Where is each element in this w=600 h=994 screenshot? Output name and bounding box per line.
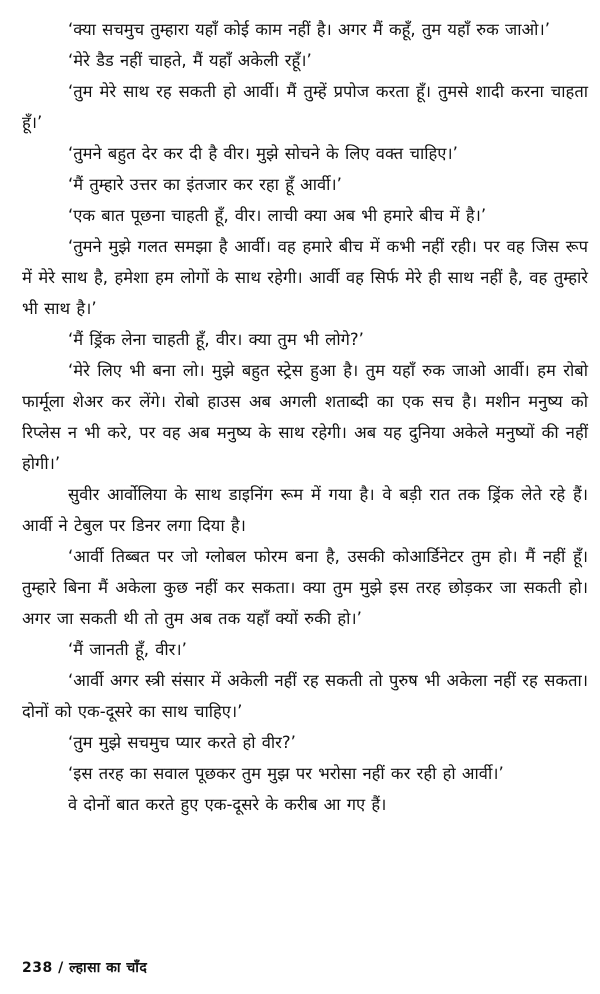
paragraph-16: वे दोनों बात करते हुए एक-दूसरे के करीब आ गए हैं। <box>68 795 387 814</box>
paragraph-12: ‘मैं जानती हूँ, वीर।’ <box>68 640 187 659</box>
paragraph-8: ‘मैं ड्रिंक लेना चाहती हूँ, वीर। क्या तुम भी लोगे?’ <box>68 330 364 349</box>
page-body <box>22 14 588 820</box>
paragraph-1: ‘क्या सचमुच तुम्हारा यहाँ कोई काम नहीं है। अगर मैं कहूँ, तुम यहाँ रुक जाओ।’ <box>68 20 550 39</box>
paragraph-13: ‘आर्वी अगर स्त्री संसार में अकेली नहीं रह सकती तो पुरुष भी अकेला नहीं रह सकता। दोनों को एक-दूसरे का साथ चाहिए।’ <box>22 671 588 721</box>
paragraph-5: ‘मैं तुम्हारे उत्तर का इंतजार कर रहा हूँ आर्वी।’ <box>68 175 342 194</box>
paragraph-4: ‘तुमने बहुत देर कर दी है वीर। मुझे सोचने के लिए वक्त चाहिए।’ <box>68 144 458 163</box>
paragraph-11: ‘आर्वी तिब्बत पर जो ग्लोबल फोरम बना है, उसकी कोआर्डिनेटर तुम हो। मैं नहीं हूँ। तुम्हारे बिना मैं अकेला कुछ नहीं कर सकता। क्या तुम मुझे इस तरह छोड़कर जा सकती हो। अगर जा सकती थी तो तुम अब तक यहाँ क्यों रुकी हो।’ <box>22 547 588 628</box>
paragraph-2: ‘मेरे डैड नहीं चाहते, मैं यहाँ अकेली रहूँ।’ <box>68 51 312 70</box>
paragraph-14: ‘तुम मुझे सचमुच प्यार करते हो वीर?’ <box>68 733 296 752</box>
page-footer: 238 / ल्हासा का चाँद <box>22 960 148 976</box>
paragraph-15: ‘इस तरह का सवाल पूछकर तुम मुझ पर भरोसा नहीं कर रही हो आर्वी।’ <box>68 764 504 783</box>
paragraph-10: सुवीर आर्वोलिया के साथ डाइनिंग रूम में गया है। वे बड़ी रात तक ड्रिंक लेते रहे हैं। आर्वी ने टेबुल पर डिनर लगा दिया है। <box>22 485 588 535</box>
paragraph-9: ‘मेरे लिए भी बना लो। मुझे बहुत स्ट्रेस हुआ है। तुम यहाँ रुक जाओ आर्वी। हम रोबो फार्मूला शेअर कर लेंगे। रोबो हाउस अब अगली शताब्दी का एक सच है। मशीन मनुष्य को रिप्लेस न भी करे, पर वह अब मनुष्य के साथ रहेगी। अब यह दुनिया अकेले मनुष्यों की नहीं होगी।’ <box>22 361 588 473</box>
paragraph-6: ‘एक बात पूछना चाहती हूँ, वीर। लाची क्या अब भी हमारे बीच में है।’ <box>68 206 487 225</box>
paragraph-7: ‘तुमने मुझे गलत समझा है आर्वी। वह हमारे बीच में कभी नहीं रही। पर वह जिस रूप में मेरे साथ है, हमेशा हम लोगों के साथ रहेगी। आर्वी वह सिर्फ मेरे ही साथ नहीं है, वह तुम्हारे भी साथ है।’ <box>22 237 588 318</box>
paragraph-3: ‘तुम मेरे साथ रह सकती हो आर्वी। मैं तुम्हें प्रपोज करता हूँ। तुमसे शादी करना चाहता हूँ।’ <box>22 82 588 132</box>
